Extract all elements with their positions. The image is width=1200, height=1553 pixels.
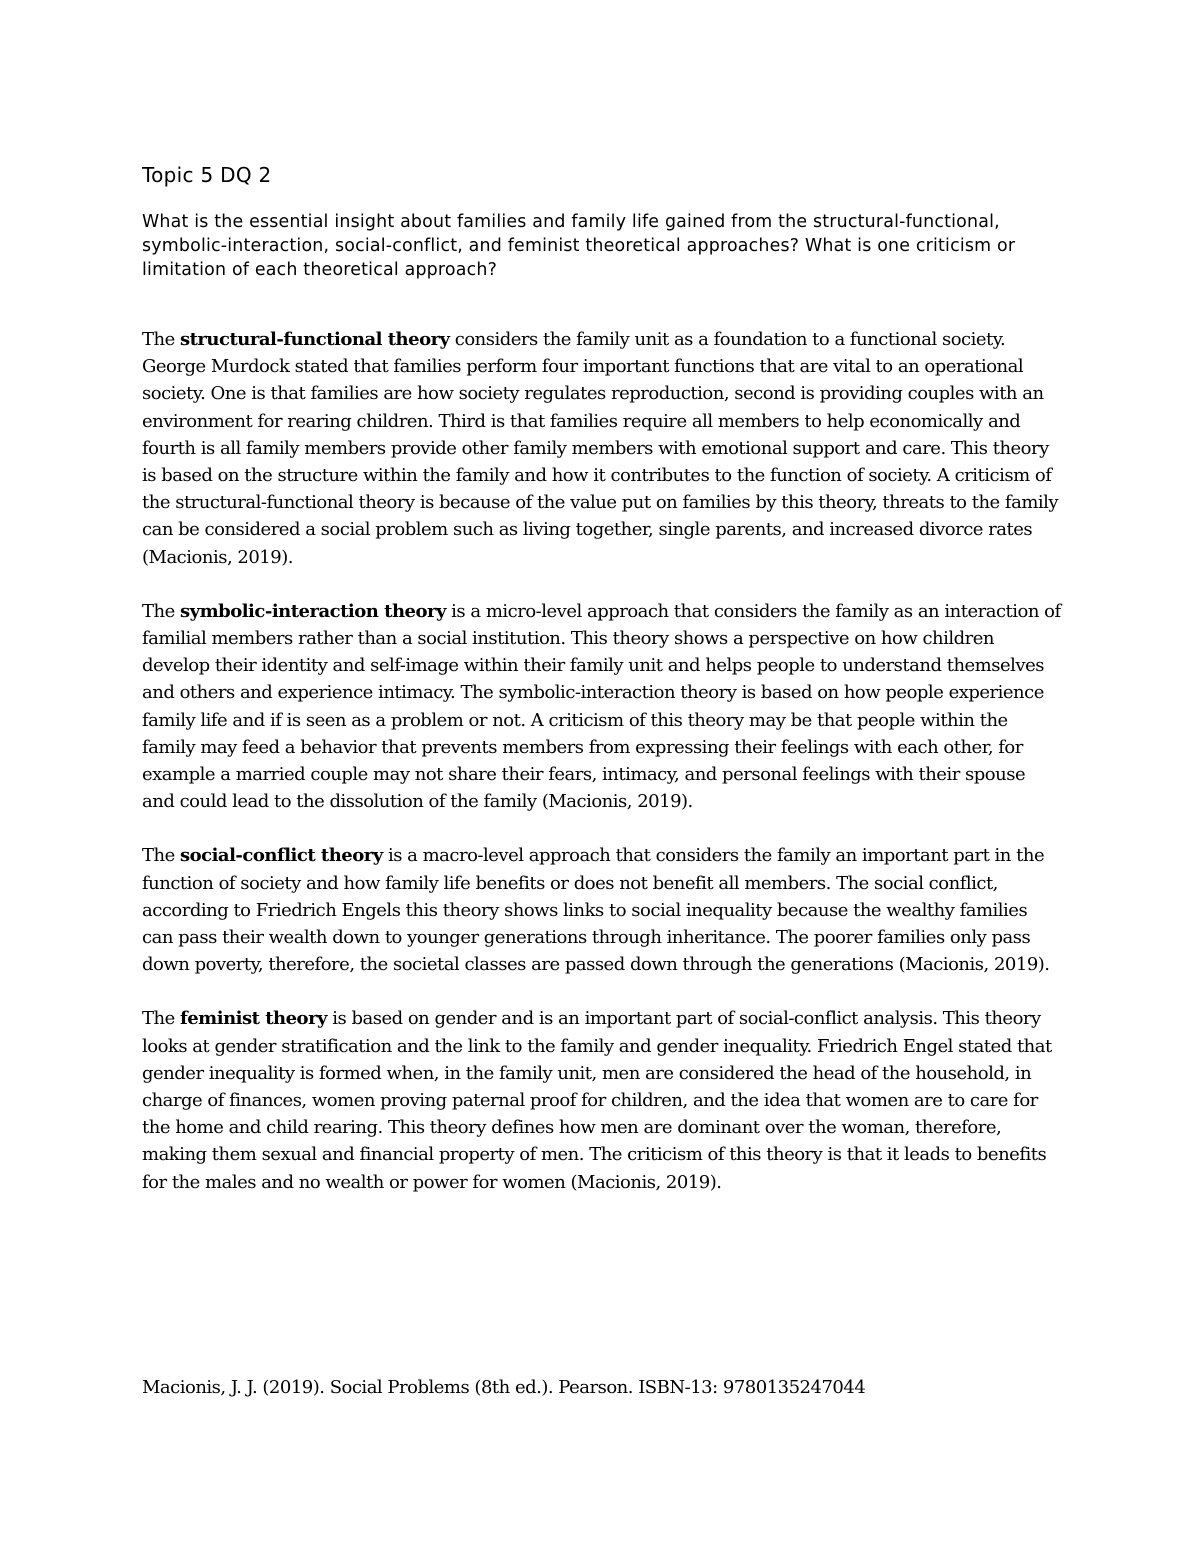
reference-citation: Macionis, J. J. (2019). Social Problems (8th ed.). Pearson. ISBN-13: 9780135247044 (142, 1377, 866, 1398)
theory-term: feminist theory (179, 1008, 328, 1030)
paragraph-feminist (142, 1005, 1062, 1195)
paragraph-lead: The (142, 845, 180, 867)
paragraph-social-conflict (142, 842, 1062, 978)
theory-term: symbolic-interaction theory (179, 600, 446, 622)
paragraph-text: is based on gender and is an important part of social-conflict analysis. This theory looks at gender stratification and the link to the family and gender inequality. Friedrich Engel stated that gender inequality is formed when, in the family unit, men are considered the head of the household, in charge of finances, women proving paternal proof for children, and the idea that women are to care for the home and child rearing. This theory defines how men are dominant over the woman, therefore, making them sexual and financial property of men. The criticism of this theory is that it leads to benefits for the males and no wealth or power for women (Macionis, 2019). (142, 1008, 1052, 1193)
paragraph-text: is a macro-level approach that considers the family an important part in the function of society and how family life benefits or does not benefit all members. The social conflict, according to Friedrich Engels this theory shows links to social inequality because the wealthy families can pass their wealth down to younger generations through inheritance. The poorer families only pass down poverty, therefore, the societal classes are passed down through the generations (Macionis, 2019). (142, 845, 1050, 976)
paragraph-structural-functional (142, 326, 1062, 571)
theory-term: structural-functional theory (179, 329, 450, 350)
paragraph-lead: The (142, 1008, 180, 1030)
paragraph-lead: The (142, 600, 180, 622)
theory-term: social-conflict theory (179, 845, 383, 867)
document-title: Topic 5 DQ 2 (142, 163, 272, 187)
paragraph-text: is a micro-level approach that considers the family as an interaction of familial members rather than a social institution. This theory shows a perspective on how children develop their identity and self-image within their family unit and helps people to understand themselves and others and experience intimacy. The symbolic-interaction theory is based on how people experience family life and if is seen as a problem or not. A criticism of this theory may be that people within the family may feed a behavior that prevents members from expressing their feelings with each other, for example a married couple may not share their fears, intimacy, and personal feelings with their spouse and could lead to the dissolution of the family (Macionis, 2019). (142, 600, 1061, 813)
discussion-question: What is the essential insight about families and family life gained from the structural-functional, symbolic-interaction, social-conflict, and feminist theoretical approaches? What is one criticism or limitation of each theoretical approach? (142, 212, 1016, 280)
paragraph-symbolic-interaction (142, 598, 1062, 816)
document-body (142, 160, 1062, 1223)
paragraph-text: considers the family unit as a foundation to a functional society. George Murdock stated that families perform four important functions that are vital to an operational society. One is that families are how society regulates reproduction, second is providing couples with an environment for rearing children. Third is that families require all members to help economically and fourth is all family members provide other family members with emotional support and care. This theory is based on the structure within the family and how it contributes to the function of society. A criticism of the structural-functional theory is because of the value put on families by this theory, threats to the family can be considered a social problem such as living together, single parents, and increased divorce rates (Macionis, 2019). (142, 329, 1059, 568)
paragraph-lead: The (142, 329, 180, 350)
